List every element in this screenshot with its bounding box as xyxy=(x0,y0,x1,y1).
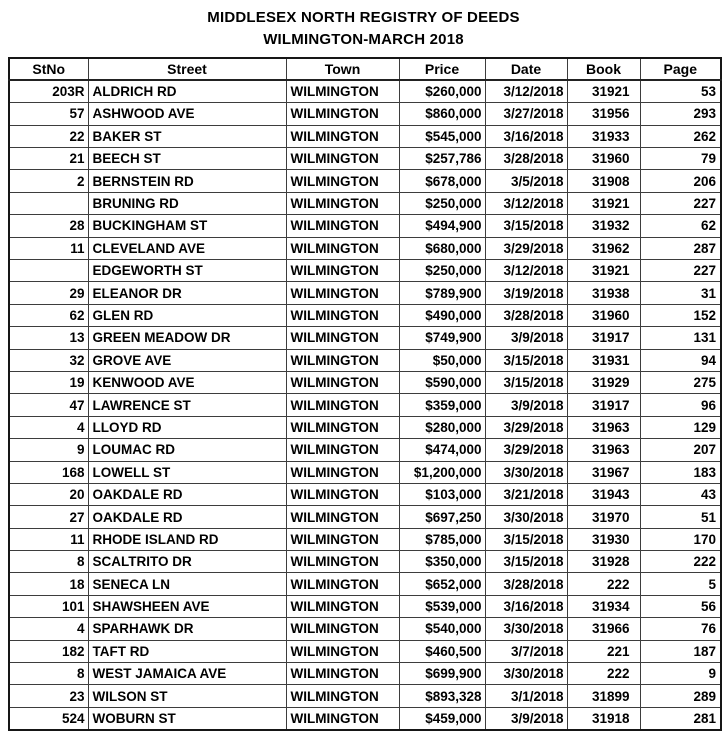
cell-book: 31963 xyxy=(567,439,640,461)
cell-date: 3/1/2018 xyxy=(485,685,567,707)
cell-price: $359,000 xyxy=(399,394,485,416)
cell-town: WILMINGTON xyxy=(286,707,399,729)
cell-date: 3/15/2018 xyxy=(485,528,567,550)
cell-page: 206 xyxy=(640,170,721,192)
cell-price: $545,000 xyxy=(399,125,485,147)
cell-stno: 168 xyxy=(9,461,88,483)
cell-street: GLEN RD xyxy=(88,304,286,326)
cell-book: 31938 xyxy=(567,282,640,304)
table-row xyxy=(9,80,721,102)
cell-date: 3/28/2018 xyxy=(485,304,567,326)
table-row xyxy=(9,192,721,214)
cell-town: WILMINGTON xyxy=(286,528,399,550)
cell-town: WILMINGTON xyxy=(286,573,399,595)
table-row xyxy=(9,618,721,640)
cell-page: 129 xyxy=(640,416,721,438)
cell-stno: 4 xyxy=(9,416,88,438)
cell-date: 3/29/2018 xyxy=(485,237,567,259)
table-row xyxy=(9,237,721,259)
cell-street: ELEANOR DR xyxy=(88,282,286,304)
cell-book: 31962 xyxy=(567,237,640,259)
cell-street: CLEVELAND AVE xyxy=(88,237,286,259)
cell-book: 31929 xyxy=(567,371,640,393)
cell-stno xyxy=(9,192,88,214)
cell-date: 3/30/2018 xyxy=(485,461,567,483)
cell-book: 31967 xyxy=(567,461,640,483)
table-row xyxy=(9,103,721,125)
table-row xyxy=(9,215,721,237)
column-header-date: Date xyxy=(485,58,567,80)
cell-date: 3/21/2018 xyxy=(485,483,567,505)
cell-date: 3/15/2018 xyxy=(485,551,567,573)
cell-stno: 11 xyxy=(9,237,88,259)
cell-page: 281 xyxy=(640,707,721,729)
cell-stno: 203R xyxy=(9,80,88,102)
cell-date: 3/16/2018 xyxy=(485,595,567,617)
cell-page: 79 xyxy=(640,148,721,170)
cell-price: $257,786 xyxy=(399,148,485,170)
column-header-stno: StNo xyxy=(9,58,88,80)
cell-page: 43 xyxy=(640,483,721,505)
cell-price: $350,000 xyxy=(399,551,485,573)
cell-street: BUCKINGHAM ST xyxy=(88,215,286,237)
cell-date: 3/12/2018 xyxy=(485,80,567,102)
cell-price: $1,200,000 xyxy=(399,461,485,483)
cell-stno: 18 xyxy=(9,573,88,595)
cell-town: WILMINGTON xyxy=(286,394,399,416)
cell-stno: 524 xyxy=(9,707,88,729)
cell-date: 3/30/2018 xyxy=(485,618,567,640)
cell-book: 31918 xyxy=(567,707,640,729)
cell-price: $785,000 xyxy=(399,528,485,550)
cell-stno: 29 xyxy=(9,282,88,304)
cell-town: WILMINGTON xyxy=(286,282,399,304)
cell-stno: 9 xyxy=(9,439,88,461)
cell-book: 31960 xyxy=(567,148,640,170)
cell-book: 31931 xyxy=(567,349,640,371)
cell-street: SENECA LN xyxy=(88,573,286,595)
cell-town: WILMINGTON xyxy=(286,103,399,125)
table-row xyxy=(9,304,721,326)
cell-street: RHODE ISLAND RD xyxy=(88,528,286,550)
cell-town: WILMINGTON xyxy=(286,192,399,214)
cell-street: OAKDALE RD xyxy=(88,506,286,528)
cell-stno: 182 xyxy=(9,640,88,662)
cell-street: OAKDALE RD xyxy=(88,483,286,505)
cell-book: 31932 xyxy=(567,215,640,237)
cell-date: 3/9/2018 xyxy=(485,707,567,729)
table-row xyxy=(9,327,721,349)
cell-page: 51 xyxy=(640,506,721,528)
cell-date: 3/28/2018 xyxy=(485,148,567,170)
cell-stno: 23 xyxy=(9,685,88,707)
cell-street: SPARHAWK DR xyxy=(88,618,286,640)
cell-page: 275 xyxy=(640,371,721,393)
table-row xyxy=(9,260,721,282)
cell-town: WILMINGTON xyxy=(286,237,399,259)
cell-page: 187 xyxy=(640,640,721,662)
cell-price: $103,000 xyxy=(399,483,485,505)
cell-town: WILMINGTON xyxy=(286,327,399,349)
cell-page: 207 xyxy=(640,439,721,461)
table-row xyxy=(9,640,721,662)
cell-town: WILMINGTON xyxy=(286,506,399,528)
cell-street: LLOYD RD xyxy=(88,416,286,438)
cell-page: 152 xyxy=(640,304,721,326)
table-row xyxy=(9,506,721,528)
cell-street: BEECH ST xyxy=(88,148,286,170)
cell-stno: 47 xyxy=(9,394,88,416)
table-row xyxy=(9,170,721,192)
cell-price: $590,000 xyxy=(399,371,485,393)
cell-date: 3/30/2018 xyxy=(485,506,567,528)
table-row xyxy=(9,148,721,170)
cell-town: WILMINGTON xyxy=(286,551,399,573)
cell-date: 3/19/2018 xyxy=(485,282,567,304)
cell-stno: 21 xyxy=(9,148,88,170)
cell-book: 31966 xyxy=(567,618,640,640)
cell-book: 31928 xyxy=(567,551,640,573)
cell-town: WILMINGTON xyxy=(286,461,399,483)
cell-stno: 8 xyxy=(9,551,88,573)
cell-book: 31899 xyxy=(567,685,640,707)
cell-street: WOBURN ST xyxy=(88,707,286,729)
header xyxy=(0,0,727,51)
cell-date: 3/7/2018 xyxy=(485,640,567,662)
cell-price: $749,900 xyxy=(399,327,485,349)
cell-stno xyxy=(9,260,88,282)
cell-street: KENWOOD AVE xyxy=(88,371,286,393)
cell-book: 31921 xyxy=(567,80,640,102)
cell-page: 131 xyxy=(640,327,721,349)
cell-date: 3/15/2018 xyxy=(485,371,567,393)
cell-price: $460,500 xyxy=(399,640,485,662)
table-row xyxy=(9,349,721,371)
cell-street: TAFT RD xyxy=(88,640,286,662)
cell-price: $860,000 xyxy=(399,103,485,125)
cell-town: WILMINGTON xyxy=(286,685,399,707)
cell-book: 31934 xyxy=(567,595,640,617)
cell-price: $250,000 xyxy=(399,192,485,214)
cell-book: 31960 xyxy=(567,304,640,326)
table-row xyxy=(9,394,721,416)
cell-price: $540,000 xyxy=(399,618,485,640)
cell-stno: 13 xyxy=(9,327,88,349)
cell-book: 31956 xyxy=(567,103,640,125)
cell-date: 3/29/2018 xyxy=(485,416,567,438)
cell-page: 31 xyxy=(640,282,721,304)
cell-price: $789,900 xyxy=(399,282,485,304)
cell-book: 222 xyxy=(567,663,640,685)
cell-date: 3/28/2018 xyxy=(485,573,567,595)
cell-price: $50,000 xyxy=(399,349,485,371)
cell-street: GROVE AVE xyxy=(88,349,286,371)
column-header-street: Street xyxy=(88,58,286,80)
column-header-book: Book xyxy=(567,58,640,80)
cell-stno: 19 xyxy=(9,371,88,393)
cell-price: $494,900 xyxy=(399,215,485,237)
page-subtitle: WILMINGTON-MARCH 2018 xyxy=(263,31,464,48)
table-row xyxy=(9,461,721,483)
cell-date: 3/9/2018 xyxy=(485,327,567,349)
cell-price: $678,000 xyxy=(399,170,485,192)
cell-street: BRUNING RD xyxy=(88,192,286,214)
table-row xyxy=(9,551,721,573)
header-row xyxy=(9,58,721,80)
cell-page: 293 xyxy=(640,103,721,125)
cell-price: $250,000 xyxy=(399,260,485,282)
cell-date: 3/12/2018 xyxy=(485,192,567,214)
cell-town: WILMINGTON xyxy=(286,663,399,685)
cell-price: $697,250 xyxy=(399,506,485,528)
cell-book: 31917 xyxy=(567,394,640,416)
column-header-town: Town xyxy=(286,58,399,80)
cell-page: 96 xyxy=(640,394,721,416)
table-row xyxy=(9,416,721,438)
cell-page: 94 xyxy=(640,349,721,371)
cell-street: LOWELL ST xyxy=(88,461,286,483)
cell-book: 222 xyxy=(567,573,640,595)
cell-page: 9 xyxy=(640,663,721,685)
cell-book: 31930 xyxy=(567,528,640,550)
column-header-price: Price xyxy=(399,58,485,80)
cell-town: WILMINGTON xyxy=(286,618,399,640)
cell-town: WILMINGTON xyxy=(286,640,399,662)
table-row xyxy=(9,685,721,707)
cell-stno: 28 xyxy=(9,215,88,237)
cell-price: $893,328 xyxy=(399,685,485,707)
cell-street: BAKER ST xyxy=(88,125,286,147)
cell-street: LOUMAC RD xyxy=(88,439,286,461)
cell-book: 31933 xyxy=(567,125,640,147)
cell-stno: 4 xyxy=(9,618,88,640)
table-row xyxy=(9,595,721,617)
cell-page: 262 xyxy=(640,125,721,147)
cell-town: WILMINGTON xyxy=(286,170,399,192)
page-title: MIDDLESEX NORTH REGISTRY OF DEEDS xyxy=(207,9,520,26)
cell-page: 170 xyxy=(640,528,721,550)
cell-price: $280,000 xyxy=(399,416,485,438)
cell-page: 227 xyxy=(640,260,721,282)
cell-page: 287 xyxy=(640,237,721,259)
cell-stno: 22 xyxy=(9,125,88,147)
table-row xyxy=(9,282,721,304)
cell-town: WILMINGTON xyxy=(286,483,399,505)
cell-town: WILMINGTON xyxy=(286,304,399,326)
cell-street: LAWRENCE ST xyxy=(88,394,286,416)
cell-town: WILMINGTON xyxy=(286,148,399,170)
cell-street: ALDRICH RD xyxy=(88,80,286,102)
cell-date: 3/9/2018 xyxy=(485,394,567,416)
cell-town: WILMINGTON xyxy=(286,125,399,147)
cell-date: 3/5/2018 xyxy=(485,170,567,192)
cell-date: 3/30/2018 xyxy=(485,663,567,685)
cell-book: 31943 xyxy=(567,483,640,505)
cell-stno: 62 xyxy=(9,304,88,326)
table-row xyxy=(9,573,721,595)
cell-stno: 8 xyxy=(9,663,88,685)
cell-date: 3/12/2018 xyxy=(485,260,567,282)
cell-price: $490,000 xyxy=(399,304,485,326)
cell-price: $699,900 xyxy=(399,663,485,685)
cell-book: 31963 xyxy=(567,416,640,438)
deeds-table-body xyxy=(9,80,721,729)
cell-street: WILSON ST xyxy=(88,685,286,707)
cell-town: WILMINGTON xyxy=(286,416,399,438)
cell-page: 76 xyxy=(640,618,721,640)
cell-street: WEST JAMAICA AVE xyxy=(88,663,286,685)
cell-price: $474,000 xyxy=(399,439,485,461)
cell-town: WILMINGTON xyxy=(286,80,399,102)
table-row xyxy=(9,707,721,729)
cell-date: 3/15/2018 xyxy=(485,215,567,237)
cell-page: 183 xyxy=(640,461,721,483)
cell-stno: 2 xyxy=(9,170,88,192)
cell-page: 53 xyxy=(640,80,721,102)
cell-town: WILMINGTON xyxy=(286,371,399,393)
cell-date: 3/16/2018 xyxy=(485,125,567,147)
cell-price: $680,000 xyxy=(399,237,485,259)
table-row xyxy=(9,528,721,550)
cell-street: SHAWSHEEN AVE xyxy=(88,595,286,617)
cell-page: 289 xyxy=(640,685,721,707)
cell-page: 5 xyxy=(640,573,721,595)
cell-street: EDGEWORTH ST xyxy=(88,260,286,282)
table-row xyxy=(9,483,721,505)
cell-date: 3/15/2018 xyxy=(485,349,567,371)
cell-town: WILMINGTON xyxy=(286,215,399,237)
cell-street: SCALTRITO DR xyxy=(88,551,286,573)
cell-street: ASHWOOD AVE xyxy=(88,103,286,125)
cell-page: 62 xyxy=(640,215,721,237)
cell-book: 31921 xyxy=(567,192,640,214)
cell-page: 56 xyxy=(640,595,721,617)
cell-book: 31921 xyxy=(567,260,640,282)
cell-date: 3/27/2018 xyxy=(485,103,567,125)
cell-book: 221 xyxy=(567,640,640,662)
cell-book: 31917 xyxy=(567,327,640,349)
deeds-table xyxy=(8,57,722,731)
cell-price: $539,000 xyxy=(399,595,485,617)
cell-stno: 32 xyxy=(9,349,88,371)
table-row xyxy=(9,125,721,147)
cell-page: 222 xyxy=(640,551,721,573)
table-row xyxy=(9,371,721,393)
cell-price: $652,000 xyxy=(399,573,485,595)
cell-town: WILMINGTON xyxy=(286,260,399,282)
cell-stno: 20 xyxy=(9,483,88,505)
cell-stno: 11 xyxy=(9,528,88,550)
cell-date: 3/29/2018 xyxy=(485,439,567,461)
cell-price: $459,000 xyxy=(399,707,485,729)
cell-book: 31908 xyxy=(567,170,640,192)
cell-town: WILMINGTON xyxy=(286,595,399,617)
column-header-page: Page xyxy=(640,58,721,80)
cell-price: $260,000 xyxy=(399,80,485,102)
cell-street: BERNSTEIN RD xyxy=(88,170,286,192)
cell-town: WILMINGTON xyxy=(286,439,399,461)
cell-street: GREEN MEADOW DR xyxy=(88,327,286,349)
table-row xyxy=(9,439,721,461)
cell-town: WILMINGTON xyxy=(286,349,399,371)
cell-page: 227 xyxy=(640,192,721,214)
cell-stno: 57 xyxy=(9,103,88,125)
cell-stno: 27 xyxy=(9,506,88,528)
table-row xyxy=(9,663,721,685)
cell-book: 31970 xyxy=(567,506,640,528)
cell-stno: 101 xyxy=(9,595,88,617)
